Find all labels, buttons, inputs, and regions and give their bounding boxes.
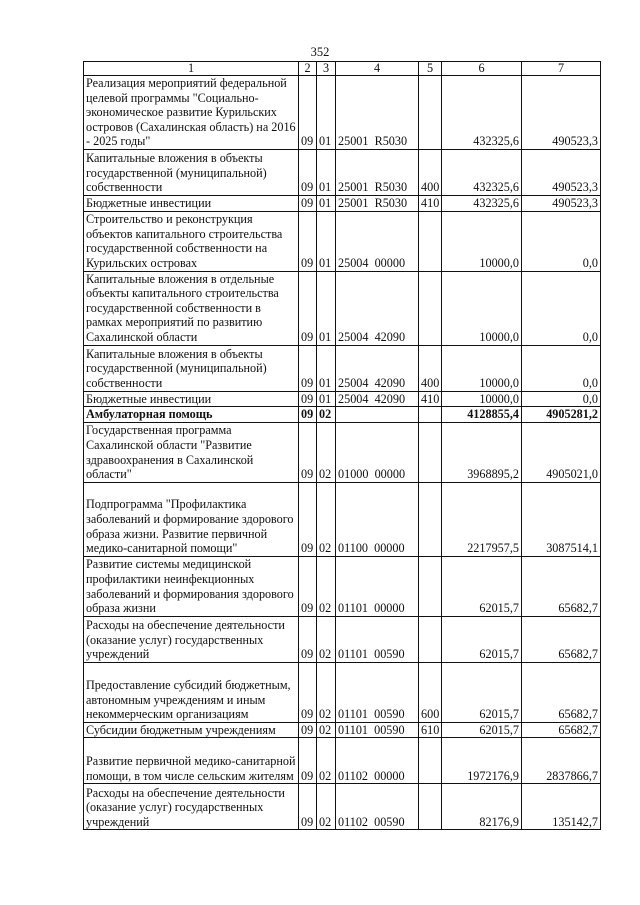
amount-year-1-cell: 10000,0 [442,391,522,407]
target-article-cell: 01102 00590 [336,784,419,830]
subsection-code-cell: 02 [317,422,336,482]
subsection-code-cell: 02 [317,662,336,722]
expense-type-cell: 600 [419,662,442,722]
description-cell: Капитальные вложения в объекты государственной (муниципальной) собственности [84,345,299,391]
table-row [84,662,601,722]
description-cell: Строительство и реконструкция объектов капитального строительства государственной собственности на Курильских островах [84,211,299,271]
amount-year-1-cell: 62015,7 [442,662,522,722]
table-row [84,391,601,407]
subsection-code-cell: 02 [317,482,336,556]
target-article-cell: 01100 00000 [336,482,419,556]
amount-year-2-cell: 65682,7 [522,662,601,722]
section-code-cell: 09 [299,391,317,407]
table-row [84,556,601,616]
description-cell: Бюджетные инвестиции [84,391,299,407]
header-cell: 6 [442,62,522,76]
section-code-cell: 09 [299,271,317,345]
table-body [84,62,601,830]
amount-year-1-cell: 10000,0 [442,211,522,271]
amount-year-2-cell: 0,0 [522,345,601,391]
amount-year-1-cell: 62015,7 [442,722,522,738]
expense-type-cell [419,738,442,784]
table-row [84,150,601,196]
amount-year-1-cell: 62015,7 [442,556,522,616]
subsection-code-cell: 01 [317,271,336,345]
section-code-cell: 09 [299,407,317,423]
subsection-code-cell: 01 [317,345,336,391]
table-row [84,738,601,784]
expense-type-cell: 410 [419,196,442,212]
amount-year-2-cell: 65682,7 [522,556,601,616]
expense-type-cell [419,211,442,271]
target-article-cell: 01101 00590 [336,616,419,662]
description-cell: Амбулаторная помощь [84,407,299,423]
amount-year-1-cell: 432325,6 [442,196,522,212]
section-code-cell: 09 [299,784,317,830]
description-cell: Предоставление субсидий бюджетным, автономным учреждениям и иным некоммерческим организациям [84,662,299,722]
amount-year-1-cell: 432325,6 [442,76,522,150]
description-cell: Бюджетные инвестиции [84,196,299,212]
expense-type-cell [419,76,442,150]
amount-year-2-cell: 3087514,1 [522,482,601,556]
amount-year-2-cell: 2837866,7 [522,738,601,784]
section-code-cell: 09 [299,150,317,196]
description-cell: Субсидии бюджетным учреждениям [84,722,299,738]
section-code-cell: 09 [299,722,317,738]
target-article-cell: 25004 42090 [336,271,419,345]
amount-year-1-cell: 82176,9 [442,784,522,830]
target-article-cell: 01102 00000 [336,738,419,784]
amount-year-1-cell: 10000,0 [442,345,522,391]
amount-year-2-cell: 490523,3 [522,196,601,212]
subsection-code-cell: 02 [317,407,336,423]
description-cell: Реализация мероприятий федеральной целевой программы "Социально-экономическое развитие Курильских островов (Сахалинская область) на 2016 - 2025 годы" [84,76,299,150]
description-cell: Развитие первичной медико-санитарной помощи, в том числе сельским жителям [84,738,299,784]
table-row [84,722,601,738]
table-row [84,76,601,150]
expense-type-cell [419,422,442,482]
header-cell: 7 [522,62,601,76]
target-article-cell: 01101 00590 [336,722,419,738]
section-code-cell: 09 [299,211,317,271]
amount-year-2-cell: 490523,3 [522,150,601,196]
section-code-cell: 09 [299,345,317,391]
expense-type-cell: 400 [419,150,442,196]
table-row [84,784,601,830]
subsection-code-cell: 01 [317,76,336,150]
description-cell: Подпрограмма "Профилактика заболеваний и формирование здорового образа жизни. Развитие первичной медико-санитарной помощи" [84,482,299,556]
amount-year-1-cell: 4128855,4 [442,407,522,423]
amount-year-2-cell: 0,0 [522,271,601,345]
expense-type-cell: 610 [419,722,442,738]
table-row [84,422,601,482]
description-cell: Развитие системы медицинской профилактики неинфекционных заболеваний и формирования здорового образа жизни [84,556,299,616]
amount-year-1-cell: 10000,0 [442,271,522,345]
table-row [84,407,601,423]
description-cell: Расходы на обеспечение деятельности (оказание услуг) государственных учреждений [84,784,299,830]
table-row [84,482,601,556]
subsection-code-cell: 02 [317,784,336,830]
table-row [84,345,601,391]
subsection-code-cell: 02 [317,556,336,616]
expense-type-cell [419,784,442,830]
description-cell: Капитальные вложения в объекты государственной (муниципальной) собственности [84,150,299,196]
amount-year-2-cell: 0,0 [522,211,601,271]
table-row [84,271,601,345]
header-cell: 5 [419,62,442,76]
subsection-code-cell: 01 [317,211,336,271]
target-article-cell: 01000 00000 [336,422,419,482]
header-cell: 3 [317,62,336,76]
budget-table [83,61,601,830]
target-article-cell: 25001 R5030 [336,150,419,196]
target-article-cell: 25001 R5030 [336,196,419,212]
target-article-cell: 25004 42090 [336,391,419,407]
description-cell: Расходы на обеспечение деятельности (оказание услуг) государственных учреждений [84,616,299,662]
expense-type-cell [419,616,442,662]
target-article-cell: 25001 R5030 [336,76,419,150]
target-article-cell: 01101 00590 [336,662,419,722]
table-row [84,196,601,212]
table-row [84,211,601,271]
expense-type-cell [419,556,442,616]
subsection-code-cell: 01 [317,150,336,196]
target-article-cell [336,407,419,423]
section-code-cell: 09 [299,556,317,616]
target-article-cell: 25004 42090 [336,345,419,391]
amount-year-2-cell: 490523,3 [522,76,601,150]
amount-year-2-cell: 4905281,2 [522,407,601,423]
expense-type-cell [419,482,442,556]
amount-year-1-cell: 2217957,5 [442,482,522,556]
header-cell: 2 [299,62,317,76]
amount-year-1-cell: 432325,6 [442,150,522,196]
description-cell: Государственная программа Сахалинской области "Развитие здравоохранения в Сахалинской области" [84,422,299,482]
section-code-cell: 09 [299,422,317,482]
amount-year-1-cell: 1972176,9 [442,738,522,784]
subsection-code-cell: 01 [317,391,336,407]
header-cell: 1 [84,62,299,76]
section-code-cell: 09 [299,196,317,212]
section-code-cell: 09 [299,738,317,784]
subsection-code-cell: 02 [317,722,336,738]
section-code-cell: 09 [299,482,317,556]
subsection-code-cell: 02 [317,616,336,662]
section-code-cell: 09 [299,76,317,150]
section-code-cell: 09 [299,662,317,722]
description-cell: Капитальные вложения в отдельные объекты капитального строительства государственной собственности в рамках мероприятий по развитию Сахалинской области [84,271,299,345]
amount-year-2-cell: 4905021,0 [522,422,601,482]
expense-type-cell [419,271,442,345]
amount-year-1-cell: 62015,7 [442,616,522,662]
page-number: 352 [310,45,330,59]
amount-year-2-cell: 65682,7 [522,722,601,738]
subsection-code-cell: 01 [317,196,336,212]
header-cell: 4 [336,62,419,76]
expense-type-cell: 410 [419,391,442,407]
amount-year-2-cell: 135142,7 [522,784,601,830]
target-article-cell: 01101 00000 [336,556,419,616]
subsection-code-cell: 02 [317,738,336,784]
section-code-cell: 09 [299,616,317,662]
expense-type-cell: 400 [419,345,442,391]
table-row [84,616,601,662]
amount-year-2-cell: 0,0 [522,391,601,407]
expense-type-cell [419,407,442,423]
amount-year-1-cell: 3968895,2 [442,422,522,482]
amount-year-2-cell: 65682,7 [522,616,601,662]
table-header-row [84,62,601,76]
target-article-cell: 25004 00000 [336,211,419,271]
